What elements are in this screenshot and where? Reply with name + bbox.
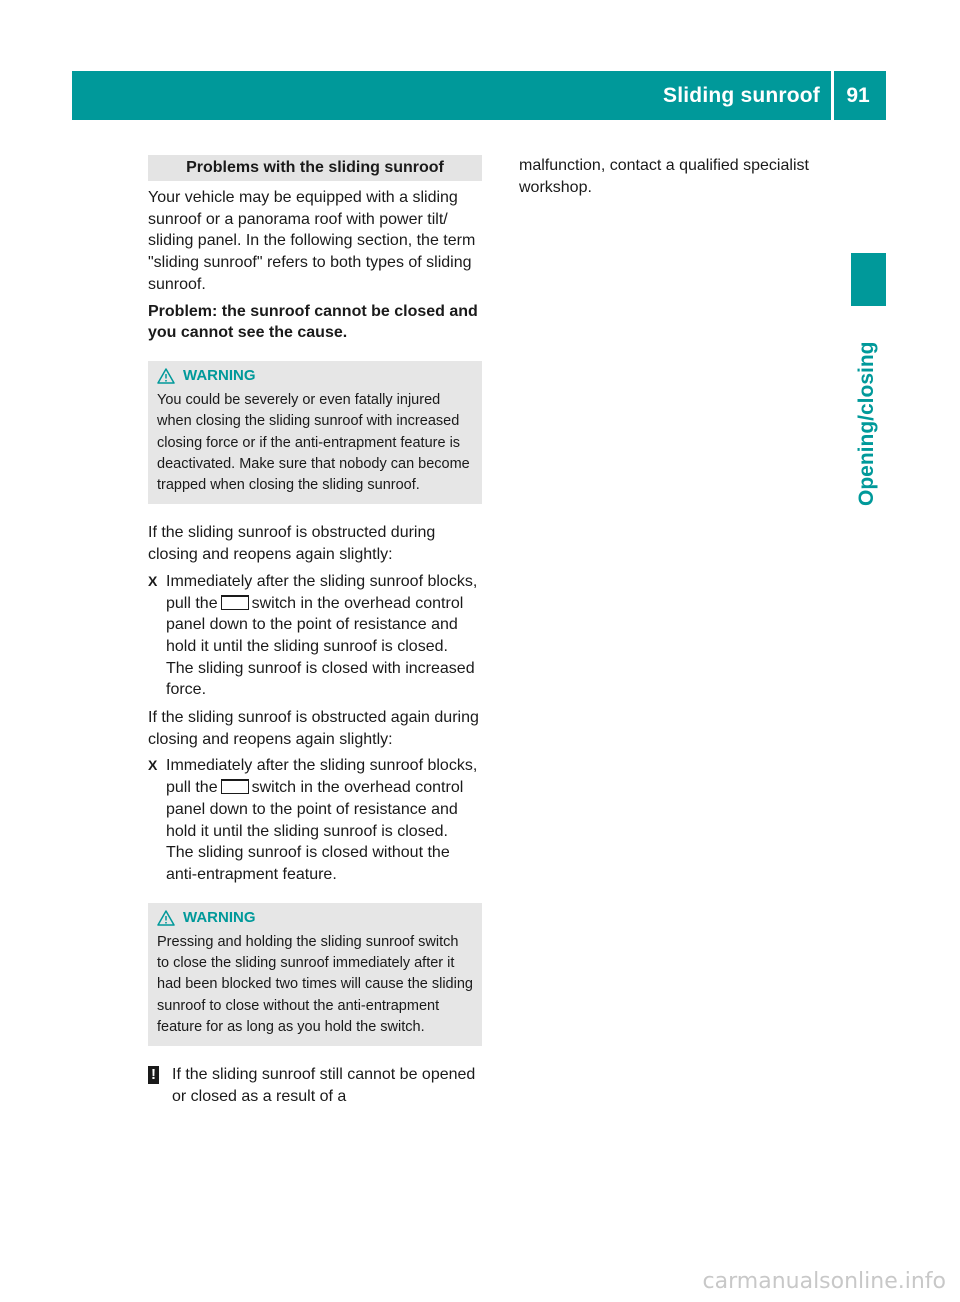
section-heading: Problems with the sliding sunroof bbox=[148, 155, 482, 181]
step-text bbox=[166, 755, 482, 842]
warning-title: WARNING bbox=[183, 908, 256, 926]
side-tab-label: Opening/closing bbox=[855, 341, 878, 506]
page-number: 91 bbox=[846, 84, 870, 107]
running-header-title: Sliding sunroof bbox=[663, 84, 820, 107]
sunroof-switch-icon bbox=[221, 779, 249, 794]
step-text-after: switch in the overhead control panel down to the point of resistance and hold it until the sliding sunroof is closed. bbox=[166, 594, 464, 655]
step-result: The sliding sunroof is closed with increased force. bbox=[166, 659, 475, 699]
warning-header bbox=[157, 366, 474, 386]
exclamation-icon: ! bbox=[148, 1066, 159, 1084]
side-tab-marker bbox=[851, 253, 886, 306]
step-marker: X bbox=[148, 572, 158, 589]
warning-box bbox=[148, 903, 482, 1046]
warning-triangle-icon bbox=[157, 368, 175, 384]
step-marker: X bbox=[148, 757, 158, 774]
warning-triangle-icon bbox=[157, 910, 175, 926]
step-text bbox=[166, 571, 482, 658]
case-intro: If the sliding sunroof is obstructed during closing and reopens again slightly: bbox=[148, 524, 436, 564]
step-result: The sliding sunroof is closed without the anti-entrapment feature. bbox=[166, 844, 450, 883]
right-column bbox=[519, 155, 849, 198]
warning-text: You could be severely or even fatally injured when closing the sliding sunroof with increased closing force or if the anti-entrapment feature is deactivated. Make sure that nobody can become trapped when closing the sliding sunroof. bbox=[157, 391, 470, 494]
step-text-before: Immediately after the sliding sunroof blocks, pull the bbox=[166, 572, 478, 612]
left-column bbox=[148, 155, 482, 1108]
note-block bbox=[148, 1064, 482, 1107]
instruction-step bbox=[148, 571, 482, 701]
note-text: If the sliding sunroof still cannot be opened or closed as a result of a bbox=[172, 1066, 476, 1105]
warning-text: Pressing and holding the sliding sunroof switch to close the sliding sunroof immediately after it had been blocked two times will cause the sliding sunroof to close without the anti-entrapment feature for as long as you hold the switch. bbox=[157, 933, 473, 1035]
watermark: carmanualsonline.info bbox=[702, 1269, 946, 1294]
note-continued-text: malfunction, contact a qualified specialist workshop. bbox=[519, 157, 809, 196]
problem-heading: Problem: the sunroof cannot be closed and you cannot see the cause. bbox=[148, 302, 478, 342]
intro-paragraph: Your vehicle may be equipped with a sliding sunroof or a panorama roof with power tilt/ sliding panel. In the following section, the term "sliding sunroof" refers to both types of sliding sunroof. bbox=[148, 189, 476, 293]
warning-title: WARNING bbox=[183, 366, 256, 384]
warning-box bbox=[148, 361, 482, 504]
warning-header bbox=[157, 908, 474, 928]
sunroof-switch-icon bbox=[221, 595, 249, 610]
step-text-after: switch in the overhead control panel down to the point of resistance and hold it until the sliding sunroof is closed. bbox=[166, 779, 464, 840]
header-separator bbox=[831, 71, 834, 120]
step-text-before: Immediately after the sliding sunroof blocks, pull the bbox=[166, 757, 478, 797]
instruction-step bbox=[148, 755, 482, 885]
case-intro: If the sliding sunroof is obstructed again during closing and reopens again slightly: bbox=[148, 709, 479, 748]
